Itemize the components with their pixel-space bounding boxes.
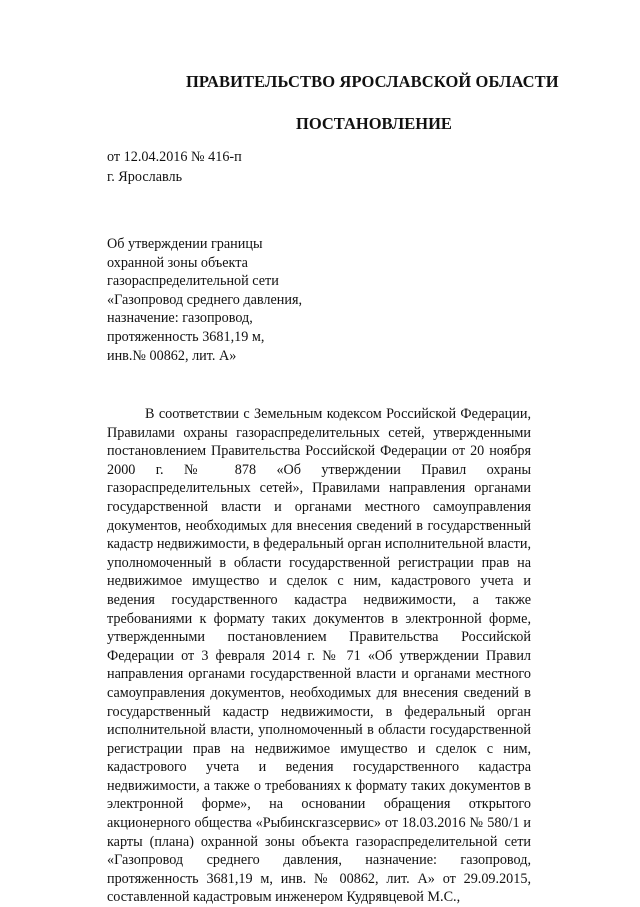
- subject-line: Об утверждении границы: [107, 236, 263, 252]
- subject-line: назначение: газопровод,: [107, 310, 253, 327]
- date-number: от 12.04.2016 № 416-п: [107, 149, 242, 165]
- place: г. Ярославль: [107, 169, 183, 185]
- document-subject: [107, 235, 302, 365]
- authority-title: ПРАВИТЕЛЬСТВО ЯРОСЛАВСКОЙ ОБЛАСТИ: [186, 72, 559, 91]
- subject-line: инв.№ 00862, лит. А»: [107, 347, 237, 364]
- subject-line: газораспределительной сети: [107, 273, 279, 290]
- document-meta: [107, 147, 242, 187]
- body-paragraph: В соответствии с Земельным кодексом Российской Федерации, Правилами охраны газораспределительных сетей, утвержденными постановлением Правительства Российской Федерации от 20 ноября 2000 г. № 878 «Об утверждении Правил охраны газораспределительных сетей», Правилами направления органами государственной власти и органами местного самоуправления документов, необходимых для внесения сведений в государственный кадастр недвижимости, в федеральный орган исполнительной власти, уполномоченный в области государственной регистрации прав на недвижимое имущество и сделок с ним, кадастрового учета и ведения государственного кадастра недвижимости, а также требованиями к формату таких документов в электронной форме, утвержденными постановлением Правительства Российской Федерации от 3 февраля 2014 г. № 71 «Об утверждении Правил направления органами государственной власти и органами местного самоуправления документов, необходимых для внесения сведений в государственный кадастр недвижимости, в федеральный орган исполнительной власти, уполномоченный в области государственной регистрации прав на недвижимое имущество и сделок с ним, кадастрового учета и ведения государственного кадастра недвижимости, а также о требованиях к формату таких документов в электронной форме», на основании обращения открытого акционерного общества «Рыбинскгазсервис» от 18.03.2016 № 580/1 и карты (плана) охранной зоны объекта газораспределительной сети «Газопровод среднего давления, назначение: газопровод, протяженность 3681,19 м, инв. № 00862, лит. А» от 29.09.2015, составленной кадастровым инженером Кудрявцевой М.С.,: [107, 406, 531, 906]
- document-type-heading: ПОСТАНОВЛЕНИЕ: [296, 114, 452, 133]
- subject-line: «Газопровод среднего давления,: [107, 291, 303, 308]
- subject-line: протяженность 3681,19 м,: [107, 328, 265, 345]
- subject-line: охранной зоны объекта: [107, 254, 248, 271]
